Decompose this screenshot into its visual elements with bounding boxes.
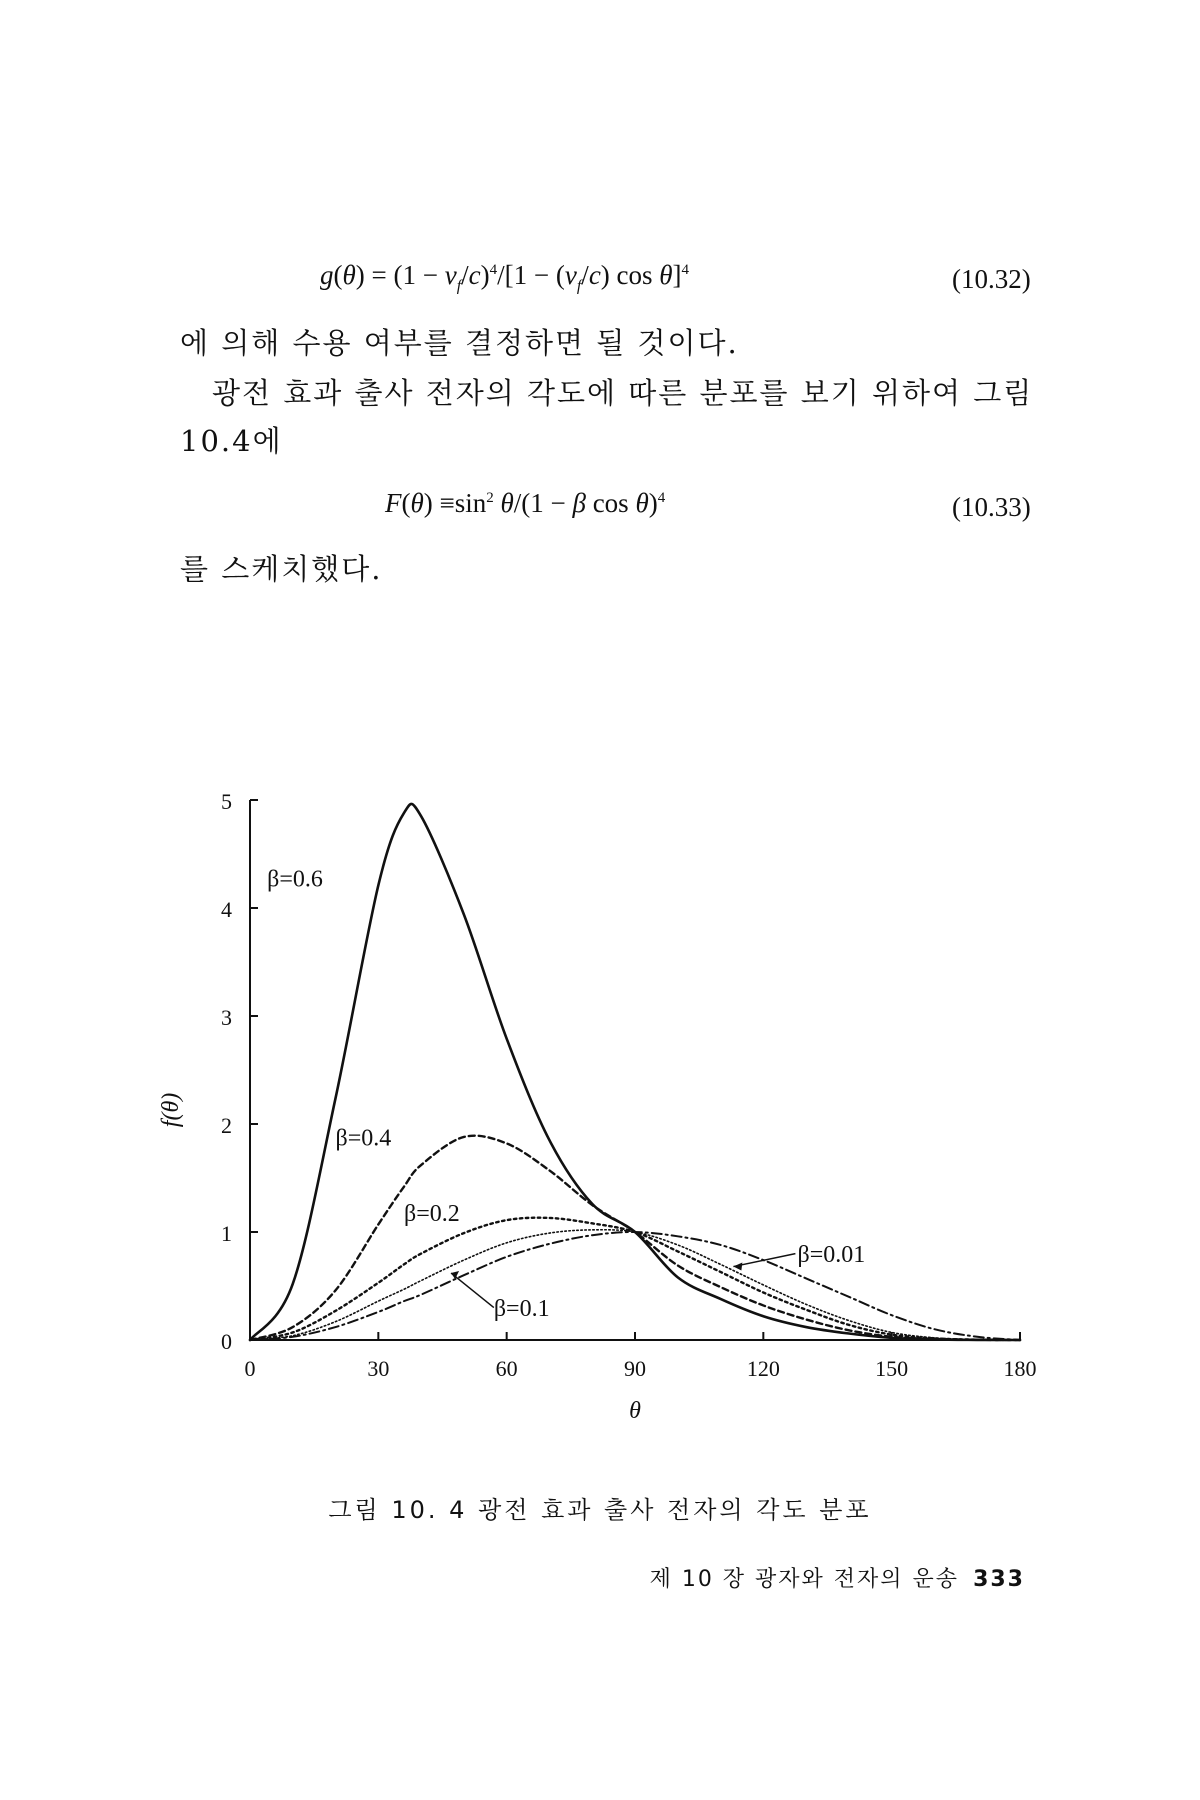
- y-axis-label: f(θ): [158, 1092, 184, 1128]
- y-tick-label: 5: [221, 789, 232, 814]
- paragraph-line: 광전 효과 출사 전자의 각도에 따른 분포를 보기 위하여 그림: [212, 376, 1034, 410]
- x-tick-label: 90: [624, 1356, 646, 1381]
- y-tick-label: 3: [221, 1005, 232, 1030]
- y-tick-label: 1: [221, 1221, 232, 1246]
- equation-number-10-33: (10.33): [952, 492, 1031, 522]
- series-line--0-6: [250, 804, 1020, 1340]
- x-tick-label: 60: [495, 1356, 518, 1381]
- x-tick-label: 30: [367, 1356, 390, 1381]
- series-line--0-2: [250, 1218, 1020, 1340]
- paragraph-line: 를 스케치했다.: [180, 552, 383, 586]
- paragraph-line: 10.4에: [180, 424, 283, 458]
- y-tick-label: 0: [221, 1329, 232, 1354]
- chart-series: [250, 804, 1020, 1340]
- annotation--0-1: β=0.1: [493, 1296, 550, 1323]
- annotation-leader: [733, 1254, 795, 1267]
- chart-ticks: [221, 789, 1037, 1381]
- x-tick-label: 150: [875, 1356, 909, 1381]
- chapter-title: 제 10 장 광자와 전자의 운송: [649, 1567, 960, 1592]
- paragraph-line: 에 의해 수용 여부를 결정하면 될 것이다.: [180, 326, 739, 360]
- page-number: 333: [973, 1567, 1025, 1592]
- y-tick-label: 4: [221, 897, 232, 922]
- annotation--0-01: β=0.01: [797, 1242, 866, 1269]
- angular-distribution-chart: [0, 760, 1200, 1420]
- x-axis-label: θ: [629, 1398, 641, 1420]
- annotation-arrowhead: [733, 1263, 742, 1271]
- chart-axes: [250, 800, 1020, 1340]
- annotation--0-4: β=0.4: [335, 1125, 392, 1152]
- equation-10-32: $g(\theta) = (1 - v_f/c)^4/[1 - (v_f/c)$ cos θ]$^4$: [320, 260, 690, 295]
- series-line--0-4: [250, 1136, 1020, 1340]
- x-tick-label: 0: [244, 1356, 256, 1381]
- equation-10-33: $F(\theta) \equiv\sin^2$ θ/(1 − β cos θ)$^4$: [385, 488, 666, 518]
- figure-caption: 그림 10. 4 광전 효과 출사 전자의 각도 분포: [328, 1496, 872, 1524]
- series-line--0-01: [250, 1232, 1020, 1340]
- y-tick-label: 2: [221, 1113, 232, 1138]
- equation-number-10-32: (10.32): [952, 264, 1031, 294]
- annotation--0-6: β=0.6: [267, 866, 323, 893]
- annotation--0-2: β=0.2: [404, 1201, 460, 1228]
- x-tick-label: 120: [746, 1356, 780, 1381]
- page-footer: [650, 1562, 1025, 1593]
- annotation-leader: [451, 1273, 494, 1308]
- x-tick-label: 180: [1003, 1356, 1037, 1381]
